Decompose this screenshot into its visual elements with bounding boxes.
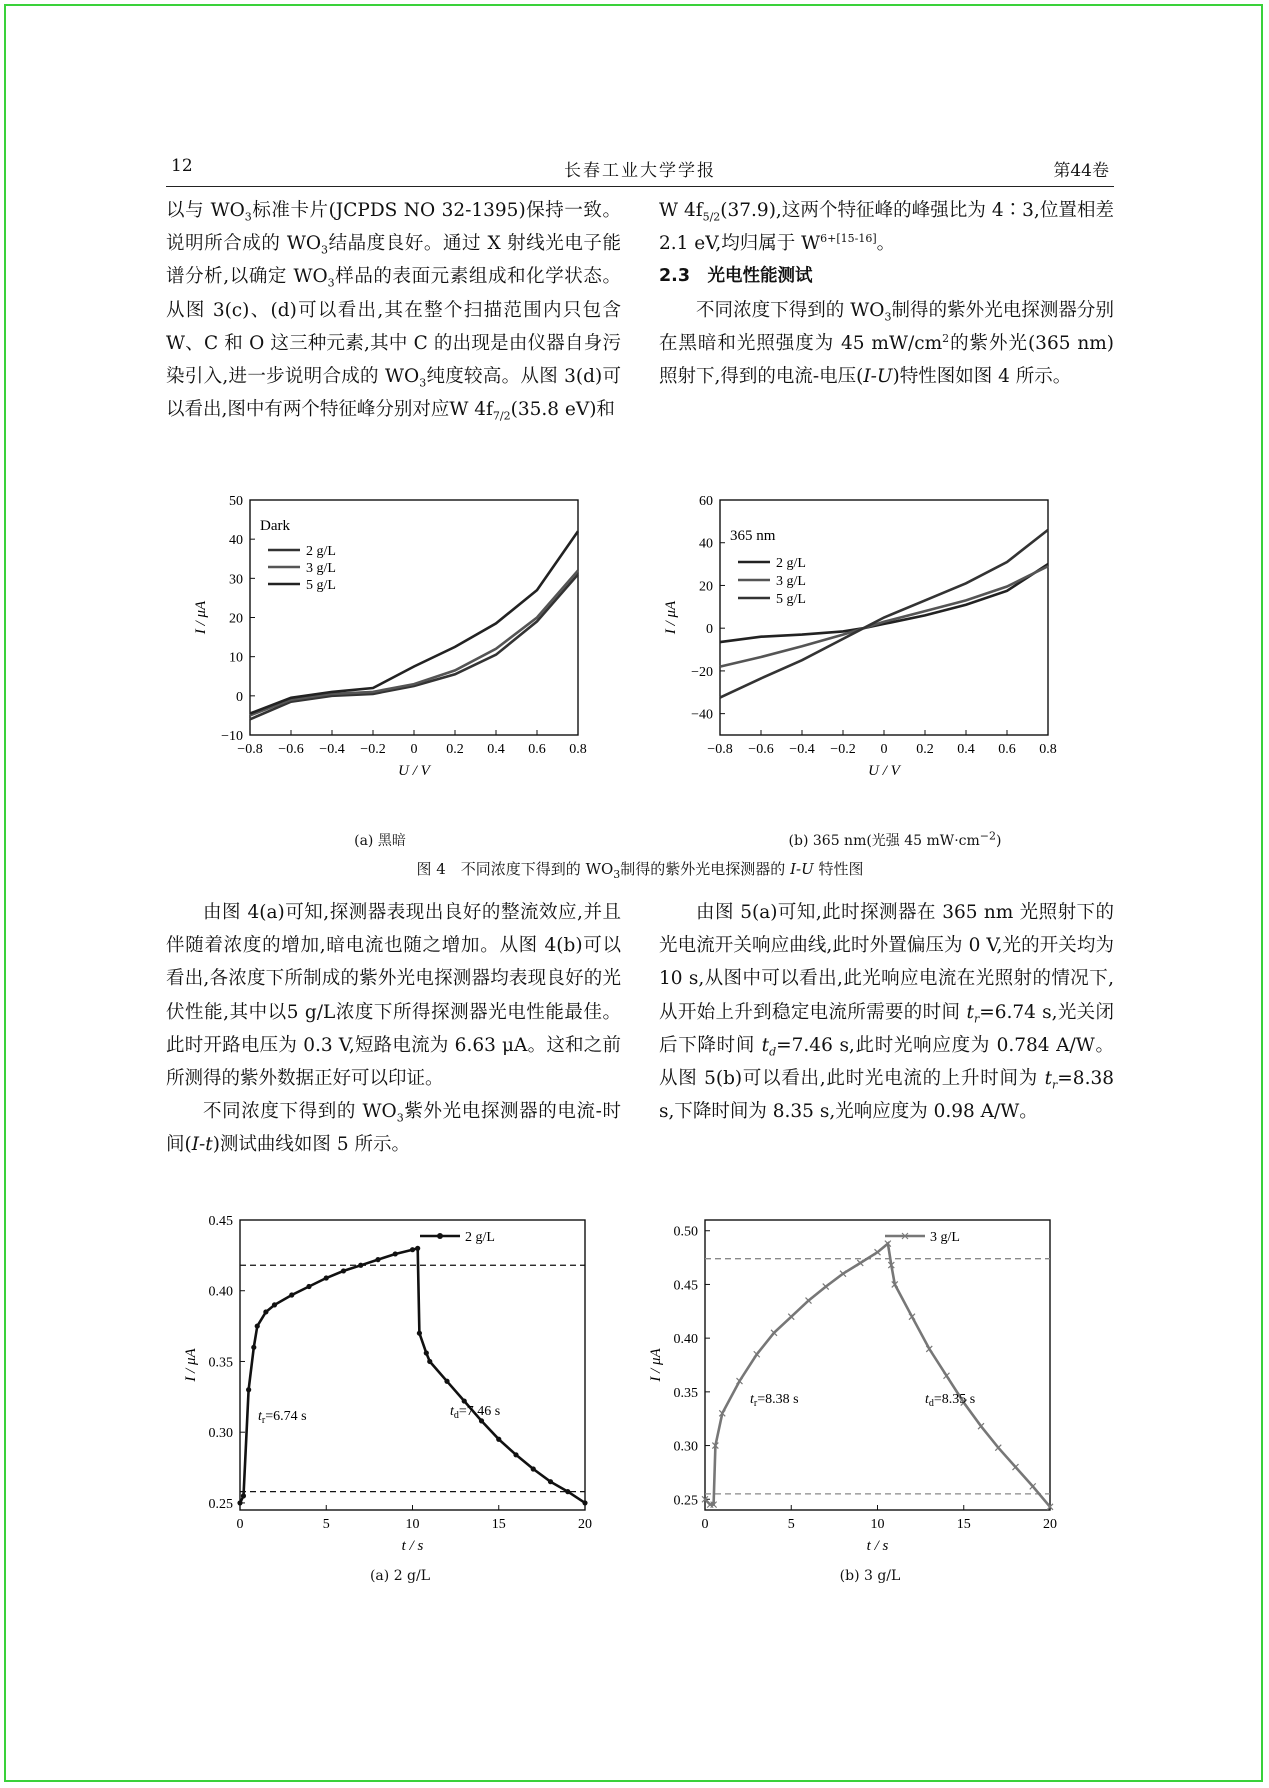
x-tick-label: 0.6	[998, 742, 1016, 757]
x-tick-label: 0.6	[528, 742, 546, 757]
data-point	[341, 1268, 346, 1273]
paragraph: 不同浓度下得到的 $WO_3$紫外光电探测器的电流-时间(I-t)测试曲线如图 5 所示。	[166, 1101, 621, 1156]
data-point	[289, 1292, 294, 1297]
data-point	[306, 1284, 311, 1289]
x-tick-label: −0.6	[278, 742, 304, 757]
y-tick-label: 20	[229, 611, 243, 627]
series-line-3gL	[705, 1244, 1050, 1507]
left-column-middle	[166, 896, 621, 1162]
data-point	[393, 1251, 398, 1256]
data-point	[582, 1500, 587, 1505]
x-tick-label: −0.4	[789, 742, 815, 757]
data-point	[255, 1323, 260, 1328]
paragraph: 以与 $WO_3$标准卡片(JCPDS NO 32-1395)保持一致。说明所合成的 $WO_3$结晶度良好。通过 X 射线光电子能谱分析,以确定 $WO_3$样品的表面元素组成和化学状态。从图 3(c)、(d)可以看出,其在整个扫描范围内只包含 W、C 和 O 这三种元素,其中 C 的出现是由仪器自身污染引入,进一步说明合成的 $WO_3$纯度较高。从图 3(d)可以看出,图中有两个特征峰分别对应W $4f_{7/2}(35.8$ eV)和	[166, 200, 622, 423]
legend-label: 5 g/L	[776, 592, 806, 607]
data-point	[1013, 1464, 1019, 1470]
legend-label: 3 g/L	[930, 1230, 960, 1245]
data-point	[375, 1257, 380, 1262]
y-tick-label: 0.45	[673, 1278, 698, 1294]
y-tick-label: −10	[221, 729, 243, 744]
data-point	[358, 1263, 363, 1268]
chart-annotation: 365 nm	[730, 528, 776, 544]
data-point	[462, 1398, 467, 1403]
x-tick-label: 5	[322, 1517, 330, 1532]
data-point	[565, 1489, 570, 1494]
y-tick-label: 30	[229, 572, 243, 588]
paragraph: 由图 4(a)可知,探测器表现出良好的整流效应,并且伴随着浓度的增加,暗电流也随之增加。从图 4(b)可以看出,各浓度下所制成的紫外光电探测器均表现良好的光伏性能,其中以5 g/L浓度下所得探测器光电性能最佳。此时开路电压为 0.3 V,短路电流为 6.63 μA。这和之前所测得的紫外数据正好可以印证。	[166, 902, 621, 1090]
chart-annotation: $t_r=8.38$ s	[750, 1392, 799, 1409]
figure-4-caption: 图 4 不同浓度下得到的 $WO_3$制得的紫外光电探测器的 I-U 特性图	[416, 860, 864, 881]
chart-iu-dark	[185, 488, 605, 818]
legend-label: 5 g/L	[306, 578, 336, 593]
data-point	[415, 1246, 420, 1251]
data-point	[410, 1247, 415, 1252]
y-tick-label: −20	[691, 664, 713, 680]
volume-label: 第44卷	[1053, 161, 1109, 181]
chart-iu-365nm	[655, 488, 1075, 818]
paragraph: W $4f_{5/2}(37.9)$,这两个特征峰的峰强比为 4∶3,位置相差 2.1 eV,均归属于 $W^{6+[15-16]}$。	[659, 200, 1115, 255]
y-tick-label: 0	[706, 622, 713, 638]
y-tick-label: 0.25	[673, 1493, 698, 1509]
chart-annotation: $t_r=6.74$ s	[258, 1409, 307, 1426]
data-point	[246, 1387, 251, 1392]
y-axis-label: I / μA	[193, 600, 209, 635]
x-tick-label: 5	[787, 1517, 795, 1532]
y-tick-label: 50	[229, 494, 243, 509]
data-point	[263, 1309, 268, 1314]
chart-it-2gL	[183, 1208, 610, 1556]
x-tick-label: 0.8	[569, 742, 587, 757]
y-tick-label: 0.45	[208, 1214, 233, 1229]
journal-title: 长春工业大学学报	[564, 161, 716, 181]
y-tick-label: 0	[236, 689, 243, 705]
data-point	[548, 1479, 553, 1484]
x-tick-label: 0	[410, 742, 418, 757]
x-tick-label: −0.8	[237, 742, 263, 757]
right-column-top	[659, 194, 1114, 393]
data-point	[272, 1302, 277, 1307]
y-tick-label: 0.35	[208, 1355, 233, 1371]
data-point	[1030, 1483, 1036, 1489]
plot-frame	[705, 1220, 1050, 1510]
legend-label: 3 g/L	[306, 561, 336, 576]
data-point	[788, 1314, 794, 1320]
data-point	[496, 1437, 501, 1442]
x-tick-label: 10	[405, 1517, 420, 1532]
x-axis-label: U / V	[398, 763, 430, 779]
chart-annotation: Dark	[260, 518, 290, 534]
chart-annotation: $t_d=7.46$ s	[450, 1404, 501, 1421]
y-tick-label: 0.30	[673, 1439, 698, 1455]
paragraph: 由图 5(a)可知,此时探测器在 365 nm 光照射下的光电流开关响应曲线,此时外置偏压为 0 V,光的开关均为 10 s,从图中可以看出,此光响应电流在光照射的情况下,从开始上升到稳定电流所需要的时间 $t_r=6.74$ s,光关闭后下降时间 $t_d=7.46$ s,此时光响应度为 0.784 A/W。从图 5(b)可以看出,此时光电流的上升时间为 $t_r=8.38$ s,下降时间为 8.35 s,光响应度为 0.98 A/W。	[659, 902, 1114, 1123]
x-tick-label: 10	[870, 1517, 885, 1532]
chart-annotation: $t_d=8.35$ s	[925, 1392, 976, 1409]
x-tick-label: −0.8	[707, 742, 733, 757]
data-point	[237, 1500, 242, 1505]
x-tick-label: 15	[956, 1517, 971, 1532]
left-column-top	[166, 194, 621, 426]
x-tick-label: 0.2	[916, 742, 934, 757]
legend-label: 2 g/L	[306, 544, 336, 559]
y-tick-label: 0.35	[673, 1385, 698, 1401]
x-tick-label: 0	[701, 1517, 709, 1532]
data-point	[427, 1359, 432, 1364]
y-axis-label: I / μA	[663, 600, 679, 635]
paragraph: 不同浓度下得到的 $WO_3$制得的紫外光电探测器分别在黑暗和光照强度为 45 $mW/cm^2$的紫外光(365 nm)照射下,得到的电流-电压(I-U)特性图如图 4 所示。	[659, 299, 1114, 388]
x-tick-label: 0.4	[487, 742, 505, 757]
y-tick-label: 10	[229, 650, 243, 666]
x-axis-label: t / s	[866, 1538, 889, 1554]
legend-label: 2 g/L	[465, 1230, 495, 1245]
x-tick-label: 0.2	[446, 742, 464, 757]
fig5b-caption: (b) 3 g/L	[839, 1568, 901, 1584]
series-line-2gL	[720, 564, 1048, 642]
legend-label: 2 g/L	[776, 556, 806, 571]
y-tick-label: 40	[699, 536, 713, 552]
x-tick-label: 20	[1043, 1517, 1057, 1532]
y-axis-label: I / μA	[648, 1348, 664, 1382]
data-point	[531, 1466, 536, 1471]
data-point	[424, 1350, 429, 1355]
x-tick-label: 0.4	[957, 742, 975, 757]
fig4b-caption: (b) 365 nm(光强 45 $mW\cdot cm^{-2}$)	[788, 829, 1002, 849]
x-tick-label: 0.8	[1039, 742, 1057, 757]
y-tick-label: −40	[691, 707, 713, 723]
section-heading: 2.3 光电性能测试	[659, 266, 813, 287]
series-line-5gL	[720, 530, 1048, 698]
x-tick-label: 20	[578, 1517, 592, 1532]
data-point	[513, 1452, 518, 1457]
fig5a-caption: (a) 2 g/L	[369, 1568, 431, 1584]
y-tick-label: 20	[699, 579, 713, 595]
data-point	[444, 1379, 449, 1384]
x-axis-label: U / V	[868, 763, 900, 779]
page-number: 12	[171, 156, 193, 176]
x-axis-label: t / s	[401, 1538, 424, 1554]
x-tick-label: −0.2	[360, 742, 386, 757]
data-point	[251, 1345, 256, 1350]
running-header	[166, 150, 1114, 187]
series-line-3gL	[250, 571, 578, 716]
x-tick-label: −0.2	[830, 742, 856, 757]
x-tick-label: −0.4	[319, 742, 345, 757]
series-line-2gL	[240, 1248, 585, 1503]
y-tick-label: 0.50	[673, 1224, 698, 1240]
y-tick-label: 0.40	[208, 1284, 233, 1300]
right-column-middle	[659, 896, 1114, 1128]
y-tick-label: 60	[699, 494, 713, 509]
fig4a-caption: (a) 黑暗	[354, 833, 406, 849]
chart-it-3gL	[648, 1208, 1075, 1556]
x-tick-label: 0	[236, 1517, 244, 1532]
y-tick-label: 0.30	[208, 1426, 233, 1442]
y-tick-label: 0.40	[673, 1332, 698, 1348]
x-tick-label: 0	[880, 742, 888, 757]
data-point	[324, 1275, 329, 1280]
y-tick-label: 0.25	[208, 1496, 233, 1512]
y-axis-label: I / μA	[183, 1348, 199, 1382]
x-tick-label: 15	[491, 1517, 506, 1532]
legend-label: 3 g/L	[776, 574, 806, 589]
y-tick-label: 40	[229, 533, 243, 549]
legend-marker	[437, 1233, 443, 1239]
data-point	[241, 1493, 246, 1498]
data-point	[479, 1418, 484, 1423]
x-tick-label: −0.6	[748, 742, 774, 757]
data-point	[417, 1331, 422, 1336]
